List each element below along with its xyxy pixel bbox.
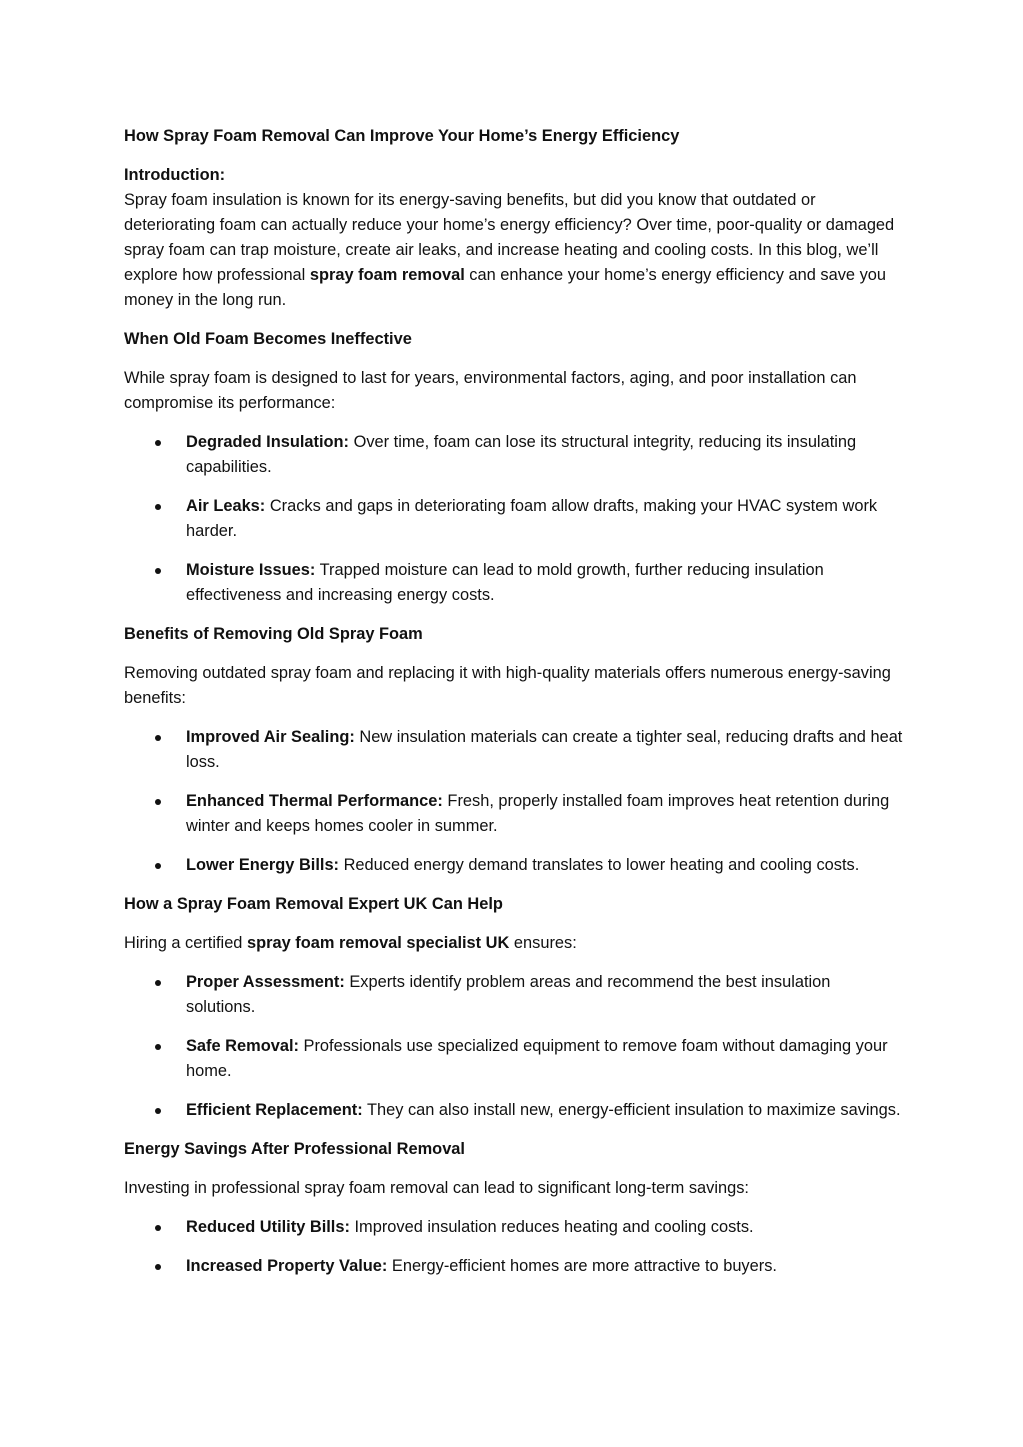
list-item-text: Cracks and gaps in deteriorating foam allow drafts, making your HVAC system work harder.: [186, 497, 878, 540]
bullet-icon: [155, 863, 161, 869]
bullet-icon: [155, 980, 161, 986]
intro-paragraph: [124, 188, 904, 313]
list-item-term: Reduced Utility Bills:: [186, 1218, 350, 1236]
document-title: How Spray Foam Removal Can Improve Your Home’s Energy Efficiency: [124, 127, 680, 145]
list-item: [124, 1254, 904, 1279]
section-intro-text: Investing in professional spray foam removal can lead to significant long-term savings:: [124, 1179, 749, 1197]
bullet-list: [124, 970, 904, 1123]
list-item-text: They can also install new, energy-efficient insulation to maximize savings.: [362, 1101, 901, 1119]
bullet-icon: [155, 1225, 161, 1231]
section-intro: [124, 661, 904, 711]
list-item-term: Enhanced Thermal Performance:: [186, 792, 443, 810]
list-item: [124, 494, 904, 544]
section-heading: Energy Savings After Professional Removal: [124, 1140, 465, 1158]
section-intro-after: ensures:: [509, 934, 577, 952]
section-intro: [124, 931, 904, 956]
section-heading: Benefits of Removing Old Spray Foam: [124, 625, 423, 643]
section-intro-text: Removing outdated spray foam and replacing it with high-quality materials offers numerous energy-saving benefits:: [124, 664, 891, 707]
list-item: [124, 1098, 904, 1123]
list-item-text: Fresh, properly installed foam improves heat retention during winter and keeps homes cooler in summer.: [186, 792, 890, 835]
list-item-text: Professionals use specialized equipment to remove foam without damaging your home.: [186, 1037, 888, 1080]
list-item: [124, 1215, 904, 1240]
bullet-icon: [155, 504, 161, 510]
intro-text-before: Spray foam insulation is known for its energy-saving benefits, but did you know that outdated or deteriorating foam can actually reduce your home’s energy efficiency? Over time, poor-quality or damaged spray foam can trap moisture, create air leaks, and increase heating and cooling costs. In this blog, we’ll explore how professional: [124, 191, 895, 284]
list-item-text: New insulation materials can create a tighter seal, reducing drafts and heat loss.: [186, 728, 903, 771]
section-intro: [124, 1176, 904, 1201]
bullet-icon: [155, 1108, 161, 1114]
list-item: [124, 970, 904, 1020]
list-item-term: Degraded Insulation:: [186, 433, 350, 451]
list-item-term: Efficient Replacement:: [186, 1101, 363, 1119]
list-item-term: Safe Removal:: [186, 1037, 299, 1055]
bullet-icon: [155, 568, 161, 574]
intro-text-bold: spray foam removal: [309, 266, 465, 284]
intro-text-after: can enhance your home’s energy efficiency and save you money in the long run.: [124, 266, 887, 309]
section-heading: How a Spray Foam Removal Expert UK Can Help: [124, 895, 503, 913]
list-item: [124, 853, 904, 878]
list-item: [124, 1034, 904, 1084]
bullet-list: [124, 1215, 904, 1279]
bullet-list: [124, 725, 904, 878]
list-item-term: Increased Property Value:: [186, 1257, 388, 1275]
section-intro-text: Hiring a certified: [124, 934, 247, 952]
list-item: [124, 725, 904, 775]
list-item-term: Lower Energy Bills:: [186, 856, 340, 874]
list-item-term: Improved Air Sealing:: [186, 728, 355, 746]
intro-label: Introduction:: [124, 166, 226, 184]
list-item-text: Over time, foam can lose its structural integrity, reducing its insulating capabilities.: [186, 433, 857, 476]
list-item-text: Improved insulation reduces heating and cooling costs.: [349, 1218, 754, 1236]
list-item-text: Energy-efficient homes are more attractive to buyers.: [387, 1257, 777, 1275]
bullet-icon: [155, 1044, 161, 1050]
list-item-text: Trapped moisture can lead to mold growth, further reducing insulation effectiveness and increasing energy costs.: [186, 561, 824, 604]
bullet-icon: [155, 735, 161, 741]
bullet-icon: [155, 799, 161, 805]
bullet-icon: [155, 1264, 161, 1270]
section-intro-bold: spray foam removal specialist UK: [246, 934, 510, 952]
list-item-term: Moisture Issues:: [186, 561, 316, 579]
section-intro-text: While spray foam is designed to last for years, environmental factors, aging, and poor installation can compromise its performance:: [124, 369, 857, 412]
list-item-text: Experts identify problem areas and recommend the best insulation solutions.: [186, 973, 831, 1016]
list-item: [124, 430, 904, 480]
list-item: [124, 558, 904, 608]
list-item: [124, 789, 904, 839]
bullet-icon: [155, 440, 161, 446]
section-heading: When Old Foam Becomes Ineffective: [124, 330, 412, 348]
section-intro: [124, 366, 904, 416]
document-page: [124, 124, 904, 1293]
list-item-term: Air Leaks:: [186, 497, 266, 515]
list-item-term: Proper Assessment:: [186, 973, 345, 991]
list-item-text: Reduced energy demand translates to lower heating and cooling costs.: [339, 856, 860, 874]
bullet-list: [124, 430, 904, 608]
